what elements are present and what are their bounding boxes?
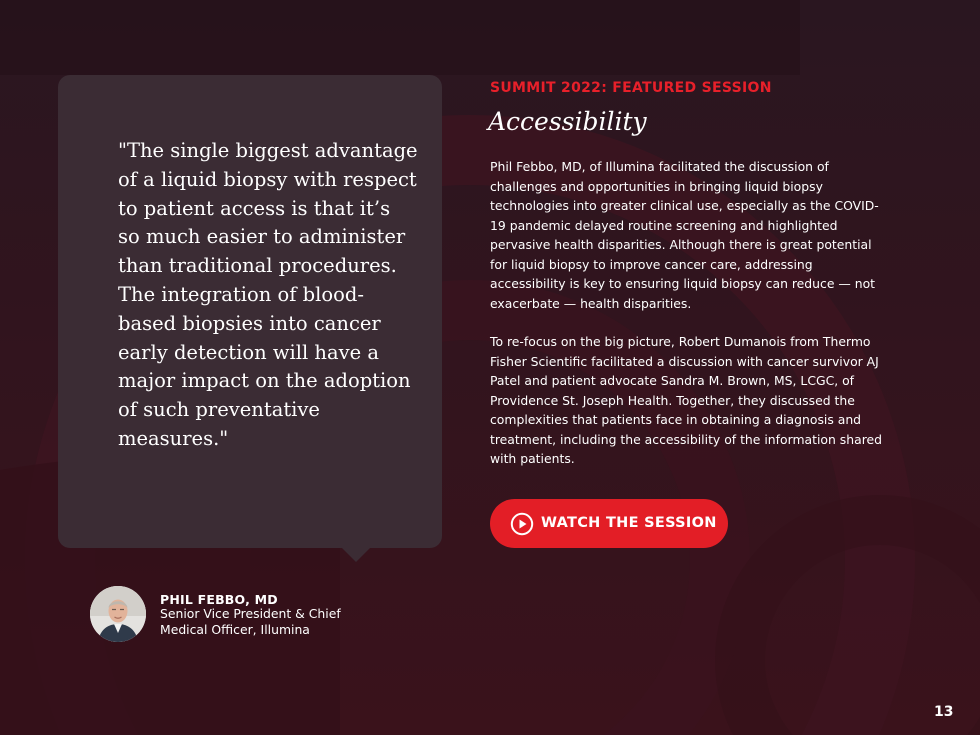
quote-card-tail	[341, 547, 371, 562]
session-title: Accessibility	[488, 107, 647, 136]
speaker-title: Senior Vice President & Chief Medical Officer, Illumina	[160, 606, 341, 637]
play-circle-icon	[510, 512, 534, 536]
body-paragraph-1: Phil Febbo, MD, of Illumina facilitated the discussion of challenges and opportunities in bringing liquid biopsy technologies into greater clinical use, especially as the COVID-19 pandemic delayed routine screening and highlighted pervasive health disparities. Although there is great potential for liquid biopsy to improve cancer care, addressing accessibility is key to ensuring liquid biopsy can reduce — not exacerbate — health disparities.	[490, 159, 879, 311]
watch-session-button[interactable]	[490, 499, 728, 548]
pull-quote: "The single biggest advantage of a liquid biopsy with respect to patient access is that it’s so much easier to administer than traditional procedures. The integration of blood-based biopsies into cancer early detection will have a major impact on the adoption of such preventative measures."	[118, 139, 418, 450]
speaker-avatar	[90, 586, 146, 642]
watch-session-label: WATCH THE SESSION	[541, 515, 717, 531]
page-number: 13	[934, 704, 954, 720]
quote-card	[58, 75, 442, 548]
body-paragraph-2: To re-focus on the big picture, Robert Dumanois from Thermo Fisher Scientific facilitated a discussion with cancer survivor AJ Patel and patient advocate Sandra M. Brown, MS, LCGC, of Providence St. Joseph Health. Together, they discussed the complexities that patients face in obtaining a diagnosis and treatment, including the accessibility of the information shared with patients.	[490, 334, 883, 466]
speaker-name: PHIL FEBBO, MD	[160, 592, 278, 607]
section-eyebrow: SUMMIT 2022: FEATURED SESSION	[490, 80, 772, 96]
